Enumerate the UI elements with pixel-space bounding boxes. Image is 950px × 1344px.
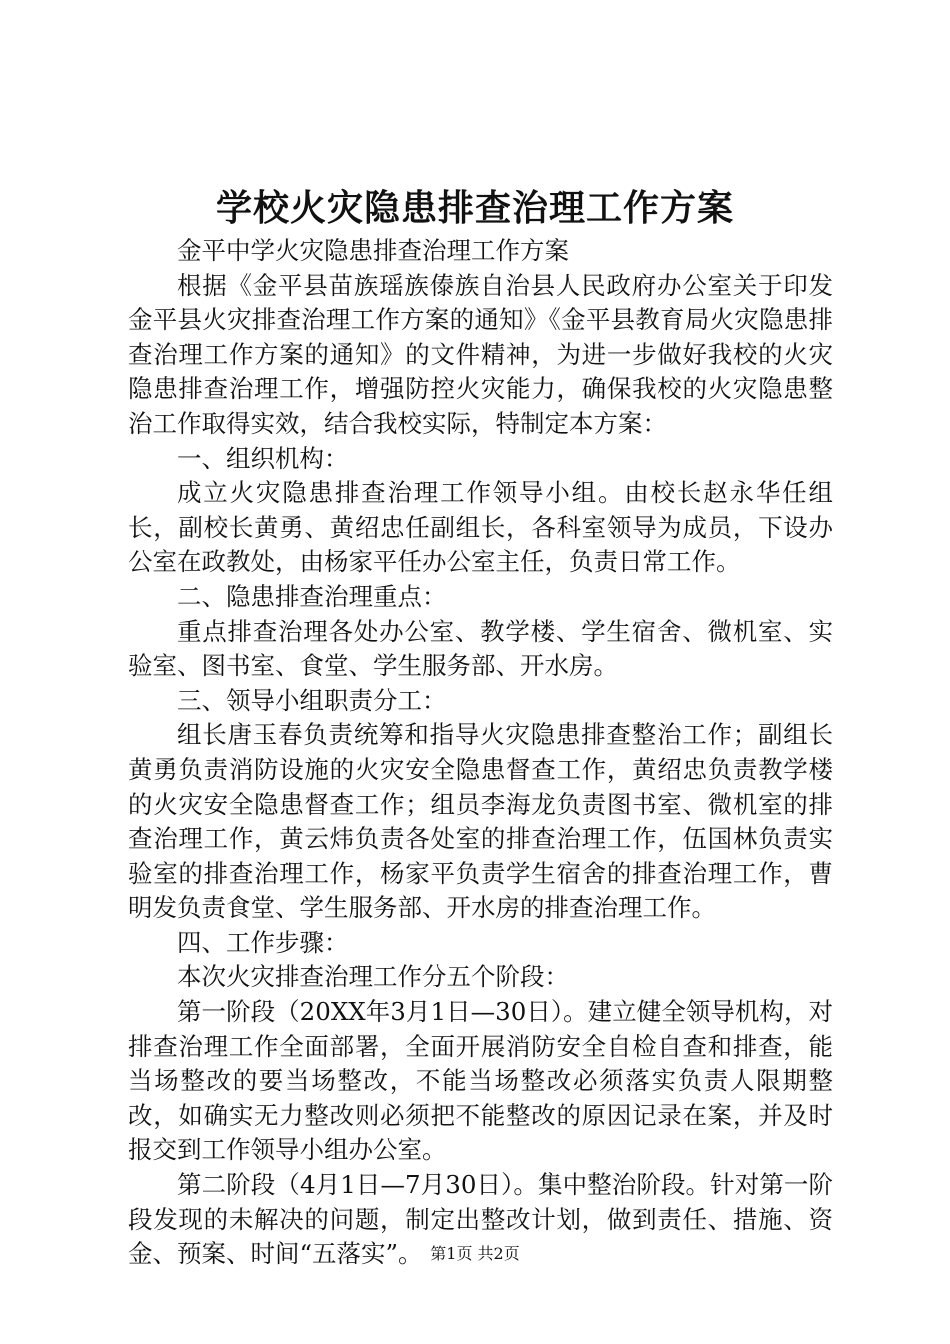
paragraph-focus: 重点排查治理各处办公室、教学楼、学生宿舍、微机室、实验室、图书室、食堂、学生服务部、开水房。 [128, 616, 833, 681]
paragraph-subtitle: 金平中学火灾隐患排查治理工作方案 [177, 236, 569, 265]
paragraph-duties: 组长唐玉春负责统筹和指导火灾隐患排查整治工作；副组长黄勇负责消防设施的火灾安全隐患督查工作，黄绍忠负责教学楼的火灾安全隐患督查工作；组员李海龙负责图书室、微机室的排查治理工作，黄云炜负责各处室的排查治理工作，伍国林负责实验室的排查治理工作，杨家平负责学生宿舍的排查治理工作，曹明发负责食堂、学生服务部、开水房的排查治理工作。 [128, 720, 833, 923]
paragraph-intro: 根据《金平县苗族瑶族傣族自治县人民政府办公室关于印发金平县火灾排查治理工作方案的通知》《金平县教育局火灾隐患排查治理工作方案的通知》的文件精神，为进一步做好我校的火灾隐患排查治理工作，增强防控火灾能力，确保我校的火灾隐患整治工作取得实效，结合我校实际，特制定本方案： [128, 270, 833, 438]
section-heading-organization: 一、组织机构： [177, 443, 349, 473]
paragraph-stage-two: 第二阶段（4月1日—7月30日）。集中整治阶段。针对第一阶段发现的未解决的问题，制定出整改计划，做到责任、措施、资金、预案、时间“五落实”。 [128, 1170, 833, 1269]
paragraph-steps-intro: 本次火灾排查治理工作分五个阶段： [177, 962, 569, 992]
paragraph-organization: 成立火灾隐患排查治理工作领导小组。由校长赵永华任组长，副校长黄勇、黄绍忠任副组长，各科室领导为成员，下设办公室在政教处，由杨家平任办公室主任，负责日常工作。 [128, 478, 833, 577]
section-heading-focus: 二、隐患排查治理重点： [177, 581, 447, 611]
section-heading-duties: 三、领导小组职责分工： [177, 685, 447, 715]
section-heading-steps: 四、工作步骤： [177, 927, 349, 957]
paragraph-stage-one: 第一阶段（20XX年3月1日—30日）。建立健全领导机构，对排查治理工作全面部署，全面开展消防安全自检自查和排查，能当场整改的要当场整改，不能当场整改必须落实负责人限期整改，如确实无力整改则必须把不能整改的原因记录在案，并及时报交到工作领导小组办公室。 [128, 997, 833, 1165]
page-footer: 第1页 共2页 [430, 1244, 520, 1263]
document-title: 学校火灾隐患排查治理工作方案 [215, 187, 734, 229]
document-body [128, 234, 833, 1272]
